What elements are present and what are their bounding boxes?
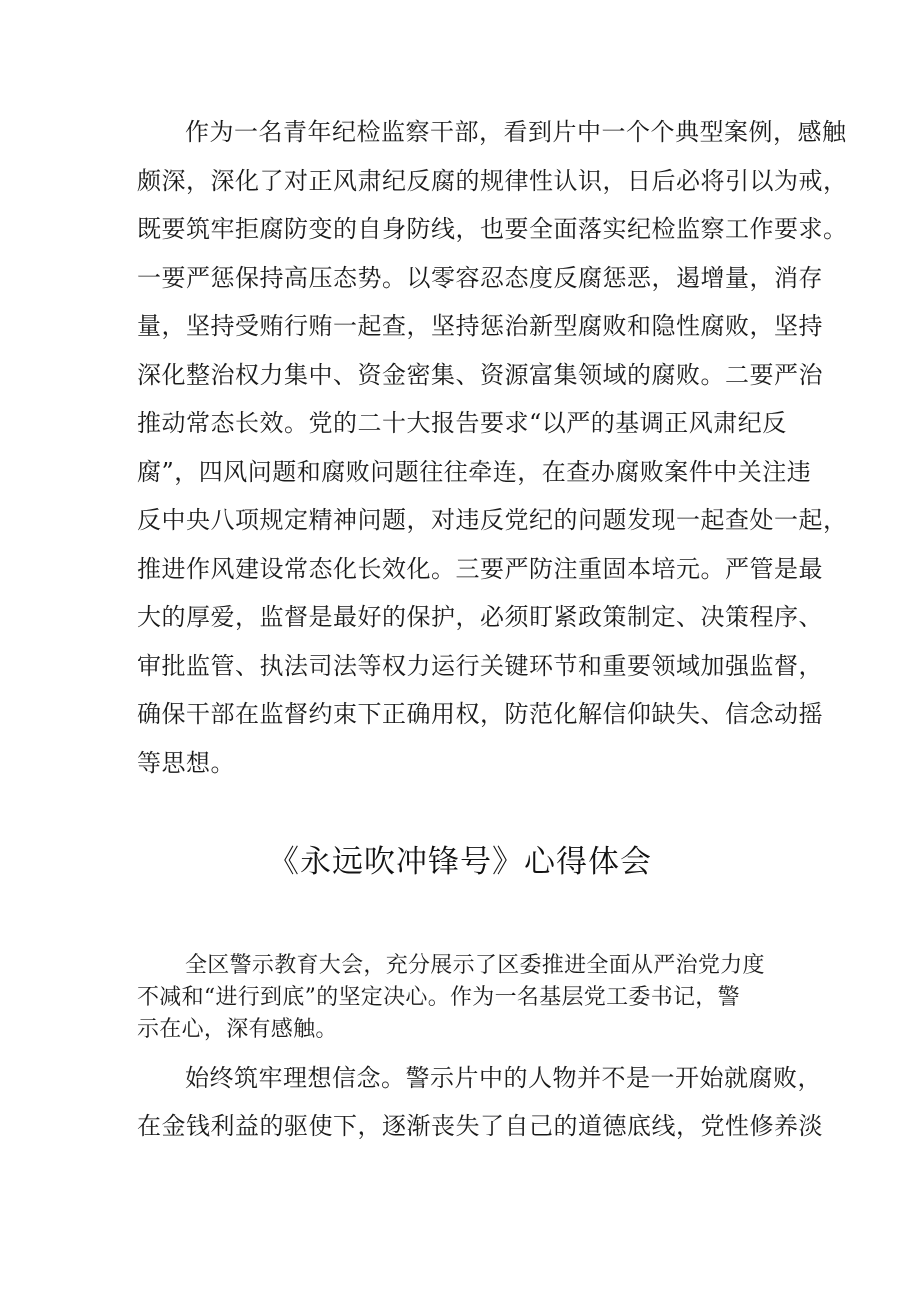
paragraph-2-line: 示在心，深有感触。 xyxy=(137,1017,338,1042)
paragraph-3-line: 在金钱利益的驱使下，逐渐丧失了自己的道德底线，党性修养淡 xyxy=(137,1112,823,1140)
paragraph-1-line: 推进作风建设常态化长效化。三要严防注重固本培元。严管是最 xyxy=(137,555,823,583)
paragraph-1-line: 大的厚爱，监督是最好的保护，必须盯紧政策制定、决策程序、 xyxy=(137,603,823,631)
paragraph-2-line: 全区警示教育大会，充分展示了区委推进全面从严治党力度 xyxy=(185,953,765,978)
paragraph-1-line: 深化整治权力集中、资金密集、资源富集领域的腐败。二要严治 xyxy=(137,361,823,389)
paragraph-1-line: 腐”，四风问题和腐败问题往往牵连，在查办腐败案件中关注违 xyxy=(137,458,812,486)
paragraph-1-line: 推动常态长效。党的二十大报告要求“以严的基调正风肃纪反 xyxy=(137,409,787,437)
section-title: 《永远吹冲锋号》心得体会 xyxy=(268,844,652,880)
paragraph-1-line: 一要严惩保持高压态势。以零容忍态度反腐惩恶，遏增量，消存 xyxy=(137,264,823,292)
paragraph-1-line: 审批监管、执法司法等权力运行关键环节和重要领域加强监督， xyxy=(137,652,823,680)
paragraph-2-line: 不减和“进行到底”的坚定决心。作为一名基层党工委书记，警 xyxy=(137,985,740,1010)
paragraph-1-line: 确保干部在监督约束下正确用权，防范化解信仰缺失、信念动摇 xyxy=(137,700,823,728)
paragraph-1-line: 量，坚持受贿行贿一起查，坚持惩治新型腐败和隐性腐败，坚持 xyxy=(137,312,823,340)
paragraph-3-line: 始终筑牢理想信念。警示片中的人物并不是一开始就腐败， xyxy=(185,1064,822,1092)
paragraph-1-line: 等思想。 xyxy=(137,749,235,777)
paragraph-1-line: 既要筑牢拒腐防变的自身防线，也要全面落实纪检监察工作要求。 xyxy=(137,215,848,243)
paragraph-1-line: 作为一名青年纪检监察干部，看到片中一个个典型案例，感触 xyxy=(185,118,847,146)
paragraph-1-line: 颇深，深化了对正风肃纪反腐的规律性认识，日后必将引以为戒， xyxy=(137,167,848,195)
paragraph-1-line: 反中央八项规定精神问题，对违反党纪的问题发现一起查处一起， xyxy=(137,506,848,534)
